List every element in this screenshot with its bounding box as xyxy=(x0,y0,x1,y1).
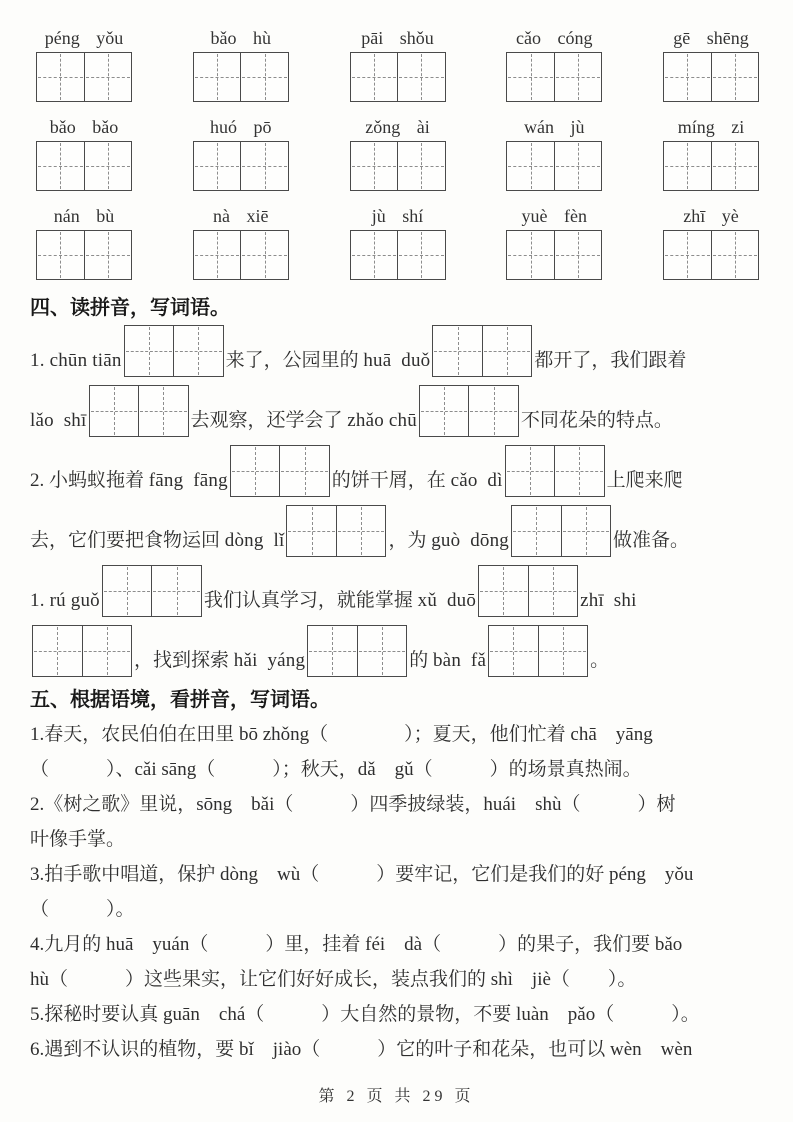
grid-cell[interactable] xyxy=(194,142,241,190)
writing-grid[interactable] xyxy=(36,230,132,280)
exercise-item: 2.《树之歌》里说，sōng bǎi（ ）四季披绿装，huái shù（ ）树 叶像手掌。 xyxy=(30,794,676,850)
grid-cell[interactable] xyxy=(194,231,241,279)
writing-grid[interactable] xyxy=(193,52,289,102)
writing-grid[interactable] xyxy=(432,325,532,377)
grid-cell[interactable] xyxy=(351,231,398,279)
exercise-item: 5.探秘时要认真 guān chá（ ）大自然的景物，不要 luàn pǎo（ ）。 xyxy=(30,1004,700,1025)
grid-cell[interactable] xyxy=(711,53,759,101)
word-unit xyxy=(350,115,446,191)
chinese-text: 我们认真学习，就能掌握 xyxy=(203,590,418,611)
section5-exercise xyxy=(30,717,765,1067)
grid-cell[interactable] xyxy=(37,231,84,279)
exercise-line xyxy=(30,445,765,497)
grid-cell[interactable] xyxy=(351,142,398,190)
page-footer: 第 2 页 共 29 页 xyxy=(318,1088,475,1105)
word-unit xyxy=(663,115,759,191)
pinyin-row xyxy=(30,115,765,191)
chinese-text: 的饼干屑，在 xyxy=(331,470,451,491)
pinyin-text: cǎo dì xyxy=(450,470,503,491)
pinyin-word-grid-section xyxy=(30,26,765,280)
pinyin-text: hǎi yáng xyxy=(233,650,306,671)
section4-exercise xyxy=(30,325,765,677)
writing-grid[interactable] xyxy=(307,625,407,677)
grid-cell[interactable] xyxy=(240,142,288,190)
pinyin-label: nán bù xyxy=(53,206,115,226)
writing-grid[interactable] xyxy=(102,565,202,617)
pinyin-text: lǎo shī xyxy=(30,410,87,431)
word-unit xyxy=(36,26,132,102)
grid-cell[interactable] xyxy=(554,446,604,496)
writing-grid[interactable] xyxy=(350,141,446,191)
grid-cell[interactable] xyxy=(489,626,538,676)
pinyin-label: nà xiē xyxy=(213,206,269,226)
grid-cell[interactable] xyxy=(554,142,602,190)
word-unit xyxy=(506,115,602,191)
writing-grid[interactable] xyxy=(663,52,759,102)
pinyin-label: huó pō xyxy=(210,117,272,137)
grid-cell[interactable] xyxy=(84,231,132,279)
writing-grid[interactable] xyxy=(32,625,132,677)
pinyin-label: zhī yè xyxy=(683,206,739,226)
pinyin-row xyxy=(30,204,765,280)
grid-cell[interactable] xyxy=(507,142,554,190)
word-unit xyxy=(193,26,289,102)
grid-cell[interactable] xyxy=(194,53,241,101)
pinyin-text: huā duǒ xyxy=(363,350,431,371)
writing-grid[interactable] xyxy=(505,445,605,497)
writing-grid[interactable] xyxy=(506,52,602,102)
word-unit xyxy=(36,115,132,191)
grid-cell[interactable] xyxy=(173,326,223,376)
grid-cell[interactable] xyxy=(554,53,602,101)
grid-cell[interactable] xyxy=(664,231,711,279)
writing-grid[interactable] xyxy=(286,505,386,557)
grid-cell[interactable] xyxy=(82,626,132,676)
grid-cell[interactable] xyxy=(125,326,174,376)
pinyin-label: jù shí xyxy=(371,206,424,226)
word-unit xyxy=(663,26,759,102)
grid-cell[interactable] xyxy=(711,142,759,190)
writing-grid[interactable] xyxy=(124,325,224,377)
pinyin-text: xǔ duō xyxy=(417,590,477,611)
writing-grid[interactable] xyxy=(230,445,330,497)
grid-cell[interactable] xyxy=(433,326,482,376)
word-unit xyxy=(350,26,446,102)
writing-grid[interactable] xyxy=(663,230,759,280)
pinyin-label: pāi shǒu xyxy=(361,28,434,48)
exercise-item: 4.九月的 huā yuán（ ）里，挂着 féi dà（ ）的果子，我们要 bǎo hù（ ）这些果实，让它们好好成长，装点我们的 shì jiè（ ）。 xyxy=(30,934,683,990)
section5-title: 五、根据语境，看拼音，写词语。 xyxy=(30,689,330,711)
exercise-item: 1.春天，农民伯伯在田里 bō zhǒng（ ）；夏天，他们忙着 chā yāng （ ）、cǎi sāng（ ）；秋天，dǎ gǔ（ ）的场景真热闹。 xyxy=(30,724,653,780)
pinyin-label: wán jù xyxy=(524,117,585,137)
pinyin-label: yuè fèn xyxy=(521,206,587,226)
pinyin-label: míng zi xyxy=(677,117,745,137)
pinyin-label: bǎo hù xyxy=(210,28,271,48)
writing-grid[interactable] xyxy=(193,141,289,191)
chinese-text: 去观察，还学会了 xyxy=(190,410,348,431)
grid-cell[interactable] xyxy=(479,566,528,616)
word-unit xyxy=(506,204,602,280)
grid-cell[interactable] xyxy=(336,506,386,556)
grid-cell[interactable] xyxy=(357,626,407,676)
grid-cell[interactable] xyxy=(231,446,280,496)
writing-grid[interactable] xyxy=(478,565,578,617)
chinese-text: 的 xyxy=(409,650,433,671)
exercise-line xyxy=(30,625,765,677)
pinyin-label: péng yǒu xyxy=(44,28,124,48)
grid-cell[interactable] xyxy=(240,231,288,279)
chinese-text: 来了，公园里的 xyxy=(225,350,364,371)
pinyin-text: bàn fǎ xyxy=(432,650,487,671)
grid-cell[interactable] xyxy=(554,231,602,279)
grid-cell[interactable] xyxy=(103,566,152,616)
section4-title: 四、读拼音，写词语。 xyxy=(30,297,230,319)
pinyin-row xyxy=(30,26,765,102)
word-unit xyxy=(193,115,289,191)
writing-grid[interactable] xyxy=(506,230,602,280)
writing-grid[interactable] xyxy=(488,625,588,677)
exercise-line xyxy=(30,565,765,617)
grid-cell[interactable] xyxy=(506,446,555,496)
writing-grid[interactable] xyxy=(350,52,446,102)
grid-cell[interactable] xyxy=(138,386,188,436)
exercise-line xyxy=(30,505,765,557)
writing-grid[interactable] xyxy=(350,230,446,280)
writing-grid[interactable] xyxy=(506,141,602,191)
grid-cell[interactable] xyxy=(37,142,84,190)
pinyin-text: 1. rú guǒ xyxy=(30,590,100,611)
pinyin-label: cǎo cóng xyxy=(516,28,593,48)
writing-grid[interactable] xyxy=(89,385,189,437)
exercise-line xyxy=(30,325,765,377)
grid-cell[interactable] xyxy=(351,53,398,101)
grid-cell[interactable] xyxy=(420,386,469,436)
pinyin-text: guò dōng xyxy=(431,530,510,551)
word-unit xyxy=(663,204,759,280)
grid-cell[interactable] xyxy=(84,53,132,101)
writing-grid[interactable] xyxy=(36,141,132,191)
chinese-text: ，找到探索 xyxy=(134,650,234,671)
grid-cell[interactable] xyxy=(151,566,201,616)
grid-cell[interactable] xyxy=(397,53,445,101)
grid-cell[interactable] xyxy=(482,326,532,376)
grid-cell[interactable] xyxy=(538,626,588,676)
chinese-text: 2. 小蚂蚁拖着 xyxy=(30,470,149,491)
exercise-item: 3.拍手歌中唱道，保护 dòng wù（ ）要牢记，它们是我们的好 péng yǒu （ ）。 xyxy=(30,864,694,920)
grid-cell[interactable] xyxy=(468,386,518,436)
grid-cell[interactable] xyxy=(397,231,445,279)
writing-grid[interactable] xyxy=(193,230,289,280)
pinyin-label: bǎo bǎo xyxy=(49,117,119,137)
grid-cell[interactable] xyxy=(528,566,578,616)
pinyin-text: dòng lǐ xyxy=(224,530,285,551)
grid-cell[interactable] xyxy=(512,506,561,556)
grid-cell[interactable] xyxy=(240,53,288,101)
grid-cell[interactable] xyxy=(664,53,711,101)
writing-grid[interactable] xyxy=(36,52,132,102)
word-unit xyxy=(506,26,602,102)
writing-grid[interactable] xyxy=(663,141,759,191)
exercise-line xyxy=(30,385,765,437)
writing-grid[interactable] xyxy=(511,505,611,557)
pinyin-text: fāng fāng xyxy=(148,470,228,491)
grid-cell[interactable] xyxy=(507,53,554,101)
word-unit xyxy=(350,204,446,280)
writing-grid[interactable] xyxy=(419,385,519,437)
grid-cell[interactable] xyxy=(397,142,445,190)
grid-cell[interactable] xyxy=(664,142,711,190)
grid-cell[interactable] xyxy=(279,446,329,496)
grid-cell[interactable] xyxy=(308,626,357,676)
chinese-text: 做准备。 xyxy=(613,530,690,551)
grid-cell[interactable] xyxy=(33,626,82,676)
pinyin-label: gē shēng xyxy=(673,28,749,48)
pinyin-label: zǒng ài xyxy=(365,117,430,137)
chinese-text: ，为 xyxy=(388,530,432,551)
chinese-text: 不同花朵的特点。 xyxy=(520,410,673,431)
pinyin-text: zhǎo chū xyxy=(347,410,417,431)
word-unit xyxy=(36,204,132,280)
grid-cell[interactable] xyxy=(507,231,554,279)
chinese-text: 去，它们要把食物运回 xyxy=(30,530,225,551)
word-unit xyxy=(193,204,289,280)
grid-cell[interactable] xyxy=(37,53,84,101)
grid-cell[interactable] xyxy=(711,231,759,279)
grid-cell[interactable] xyxy=(287,506,336,556)
pinyin-text: zhī shi xyxy=(580,590,637,611)
chinese-text: 都开了，我们跟着 xyxy=(534,350,687,371)
grid-cell[interactable] xyxy=(84,142,132,190)
grid-cell[interactable] xyxy=(561,506,611,556)
pinyin-text: 1. chūn tiān xyxy=(30,350,122,371)
grid-cell[interactable] xyxy=(90,386,139,436)
chinese-text: 上爬来爬 xyxy=(606,470,683,491)
exercise-item: 6.遇到不认识的植物，要 bǐ jiào（ ）它的叶子和花朵，也可以 wèn wèn xyxy=(30,1039,693,1060)
chinese-text: 。 xyxy=(590,650,610,671)
